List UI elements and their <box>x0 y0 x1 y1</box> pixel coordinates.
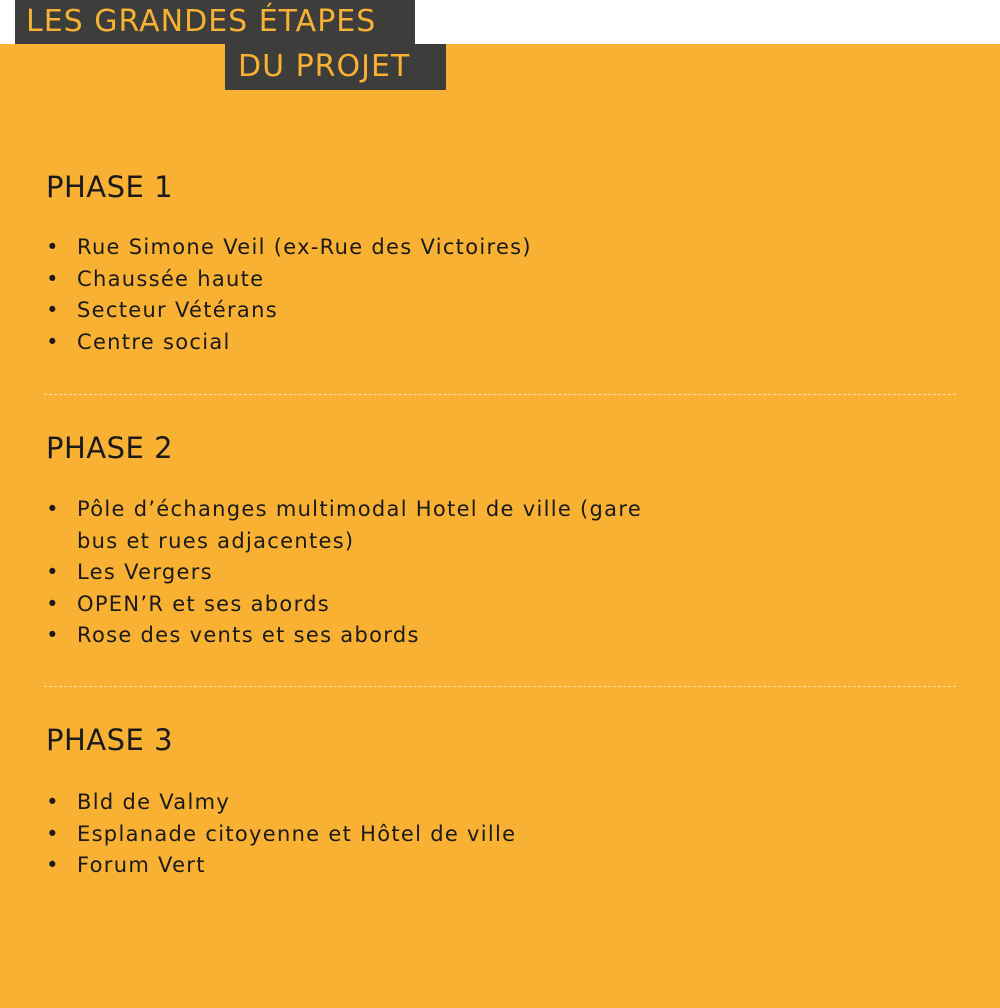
list-item-text: Les Vergers <box>77 560 213 585</box>
list-item-text: Rue Simone Veil (ex-Rue des Victoires) <box>77 235 532 259</box>
phase-3-list <box>46 787 746 882</box>
list-item-text: Rose des vents et ses abords <box>77 623 420 648</box>
list-item <box>46 557 656 589</box>
list-item <box>46 819 746 851</box>
bullet-icon: • <box>46 853 60 878</box>
phase-2-list <box>46 494 656 652</box>
list-item-text: Pôle d’échanges multimodal Hotel de ville (gare bus et rues adjacentes) <box>77 497 643 553</box>
phase-2-heading: PHASE 2 <box>46 431 174 465</box>
bullet-icon: • <box>46 235 60 259</box>
list-item <box>46 494 656 557</box>
bullet-icon: • <box>46 266 60 291</box>
list-item <box>46 620 656 652</box>
list-item <box>46 787 746 819</box>
phase-1-section <box>46 170 956 354</box>
list-item-text: Centre social <box>77 329 231 354</box>
phase-3-heading: PHASE 3 <box>46 723 174 757</box>
list-item <box>46 264 746 296</box>
phase-1-heading: PHASE 1 <box>46 170 174 204</box>
bullet-icon: • <box>46 623 60 648</box>
list-item-text: Secteur Vétérans <box>77 298 278 323</box>
phase-1-list <box>46 232 746 358</box>
list-item-text: Chaussée haute <box>77 266 265 291</box>
list-item-text: Bld de Valmy <box>77 790 231 814</box>
bullet-icon: • <box>46 497 60 521</box>
list-item-text: OPEN’R et ses abords <box>77 591 331 616</box>
list-item <box>46 232 746 264</box>
bullet-icon: • <box>46 329 60 354</box>
dashed-divider <box>44 394 956 395</box>
bullet-icon: • <box>46 790 60 814</box>
bullet-icon: • <box>46 298 60 323</box>
page-title-line-2: DU PROJET <box>225 44 446 90</box>
page-title-line-1: LES GRANDES ÉTAPES <box>15 0 415 44</box>
phase-2-section <box>46 431 956 648</box>
bullet-icon: • <box>46 560 60 585</box>
bullet-icon: • <box>46 821 60 846</box>
dashed-divider <box>44 686 956 687</box>
phase-3-section <box>46 723 956 878</box>
list-item-text: Forum Vert <box>77 853 206 878</box>
list-item <box>46 589 656 621</box>
list-item-text: Esplanade citoyenne et Hôtel de ville <box>77 821 517 846</box>
bullet-icon: • <box>46 591 60 616</box>
list-item <box>46 327 746 359</box>
list-item <box>46 850 746 882</box>
list-item <box>46 295 746 327</box>
